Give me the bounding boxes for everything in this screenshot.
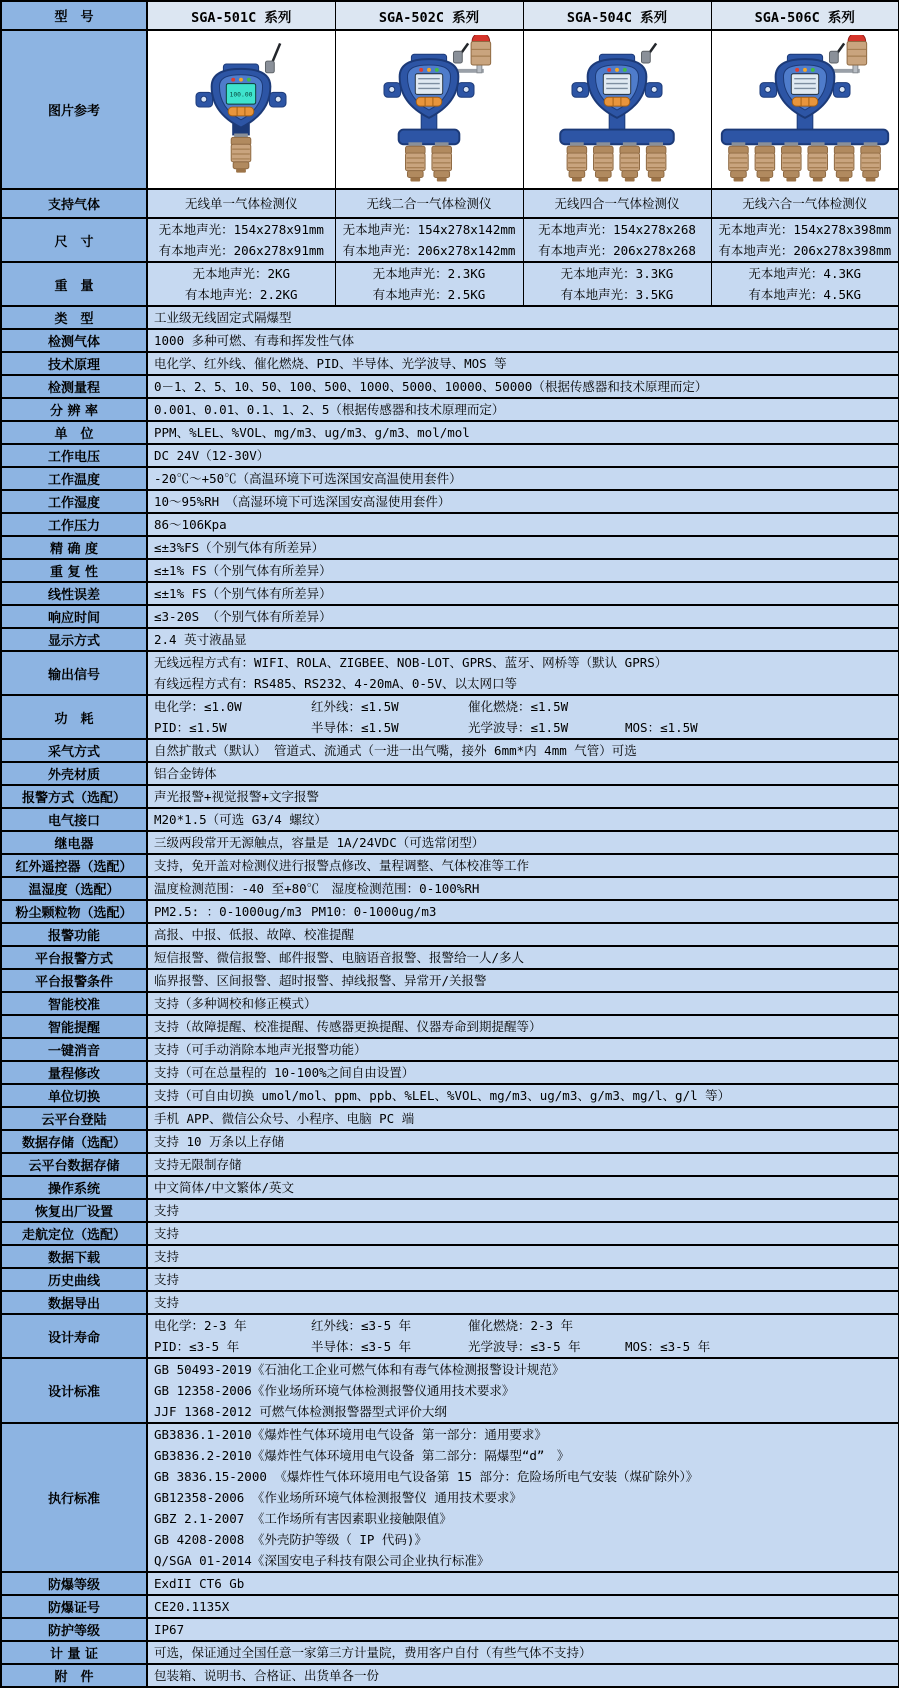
spec-value xyxy=(147,375,899,398)
spec-value xyxy=(147,651,899,695)
spec-row xyxy=(1,831,899,854)
spec-value-line: 支持（多种调校和修正模式） xyxy=(154,996,317,1011)
product-cell-line: 有本地声光：206x278x268 xyxy=(538,243,696,258)
spec-value-line: 短信报警、微信报警、邮件报警、电脑语音报警、报警给一人/多人 xyxy=(154,950,525,965)
model-header-cell-1: SGA-501C 系列 xyxy=(147,1,335,30)
spec-value-line: CE20.1135X xyxy=(154,1599,230,1614)
spec-row xyxy=(1,877,899,900)
spec-value-line: 手机 APP、微信公众号、小程序、电脑 PC 端 xyxy=(154,1111,415,1126)
spec-value xyxy=(147,1423,899,1572)
spec-row xyxy=(1,1153,899,1176)
spec-value-line xyxy=(154,1315,892,1336)
spec-value-line: ≤±1% FS（个别气体有所差异） xyxy=(154,563,332,578)
spec-row xyxy=(1,923,899,946)
spec-label: 分 辨 率 xyxy=(1,398,147,421)
spec-value xyxy=(147,1084,899,1107)
product-cell xyxy=(711,189,899,218)
spec-value-line: 有线远程方式有：RS485、RS232、4-20mA、0-5V、以太网口等 xyxy=(154,676,518,691)
spec-value-line: GB 50493-2019《石油化工企业可燃气体和有毒气体检测报警设计规范》 xyxy=(154,1362,565,1377)
spec-value-line: ExdII CT6 Gb xyxy=(154,1576,245,1591)
spec-row xyxy=(1,900,899,923)
spec-row xyxy=(1,329,899,352)
spec-row xyxy=(1,969,899,992)
spec-value-line: 铝合金铸体 xyxy=(154,766,217,781)
spec-value-line xyxy=(154,717,892,738)
spec-value-segment: PM10：0-1000ug/m3 xyxy=(311,904,437,919)
spec-value xyxy=(147,1618,899,1641)
product-cell xyxy=(335,262,523,306)
spec-value xyxy=(147,490,899,513)
spec-label: 显示方式 xyxy=(1,628,147,651)
model-header-cell-2: SGA-502C 系列 xyxy=(335,1,523,30)
spec-value-line: 温度检测范围：-40 至+80℃ 湿度检测范围：0-100%RH xyxy=(154,881,480,896)
spec-value xyxy=(147,808,899,831)
product-row xyxy=(1,218,899,262)
spec-label: 输出信号 xyxy=(1,651,147,695)
spec-label: 报警功能 xyxy=(1,923,147,946)
product-cell-line: 无线六合一气体检测仪 xyxy=(742,195,868,211)
spec-label: 操作系统 xyxy=(1,1176,147,1199)
spec-value-line: 0.001、0.01、0.1、1、2、5（根据传感器和技术原理而定） xyxy=(154,402,505,417)
spec-value-segment: 光学波导：≤3-5 年 xyxy=(468,1339,581,1354)
spec-label: 智能校准 xyxy=(1,992,147,1015)
spec-label: 报警方式（选配） xyxy=(1,785,147,808)
spec-value-segment: 半导体：≤3-5 年 xyxy=(311,1339,412,1354)
spec-value xyxy=(147,1291,899,1314)
spec-label: 响应时间 xyxy=(1,605,147,628)
spec-value-segment: PID：≤1.5W xyxy=(154,720,227,735)
spec-row xyxy=(1,1107,899,1130)
spec-label: 数据下载 xyxy=(1,1245,147,1268)
header-row xyxy=(1,1,899,30)
spec-value xyxy=(147,1641,899,1664)
spec-value-segment: 催化燃烧：≤1.5W xyxy=(468,699,569,714)
spec-value-line: 无线远程方式有：WIFI、ROLA、ZIGBEE、NOB-LOT、GPRS、蓝牙、网桥等（默认 GPRS） xyxy=(154,655,668,670)
spec-row xyxy=(1,513,899,536)
spec-label: 温湿度（选配） xyxy=(1,877,147,900)
spec-value-line: GB 12358-2006《作业场所环境气体检测报警仪通用技术要求》 xyxy=(154,1383,515,1398)
spec-row xyxy=(1,352,899,375)
spec-row xyxy=(1,1038,899,1061)
spec-row xyxy=(1,946,899,969)
spec-label: 云平台数据存储 xyxy=(1,1153,147,1176)
detector-image-sga-501c xyxy=(149,35,333,185)
spec-value xyxy=(147,1015,899,1038)
product-cell-line: 无本地声光：154x278x398mm xyxy=(718,222,892,237)
spec-row xyxy=(1,1222,899,1245)
spec-value xyxy=(147,762,899,785)
spec-value-segment: 光学波导：≤1.5W xyxy=(468,720,569,735)
product-image-cell-sga-504c xyxy=(523,30,711,189)
spec-value-line: 中文简体/中文繁体/英文 xyxy=(154,1180,295,1195)
svg-text:100.00: 100.00 xyxy=(229,90,253,98)
spec-value xyxy=(147,1199,899,1222)
product-cell xyxy=(147,189,335,218)
spec-label: 工作电压 xyxy=(1,444,147,467)
image-row xyxy=(1,30,899,189)
spec-row xyxy=(1,1423,899,1572)
product-cell xyxy=(711,218,899,262)
spec-value-line: 临界报警、区间报警、超时报警、掉线报警、异常开/关报警 xyxy=(154,973,487,988)
spec-label: 数据导出 xyxy=(1,1291,147,1314)
product-row-label: 尺 寸 xyxy=(1,218,147,262)
spec-row xyxy=(1,1245,899,1268)
product-cell-line: 无本地声光：154x278x268 xyxy=(538,222,696,237)
spec-label: 电气接口 xyxy=(1,808,147,831)
spec-value xyxy=(147,1268,899,1291)
spec-value-line: 支持（故障提醒、校准提醒、传感器更换提醒、仪器寿命到期提醒等） xyxy=(154,1019,542,1034)
spec-value xyxy=(147,785,899,808)
spec-value-segment: 电化学：2-3 年 xyxy=(154,1318,247,1333)
product-row xyxy=(1,189,899,218)
spec-value-line: 可选，保证通过全国任意一家第三方计量院，费用客户自付（有些气体不支持） xyxy=(154,1645,592,1660)
spec-value xyxy=(147,421,899,444)
spec-value-line: 10～95%RH （高湿环境下可选深国安高湿使用套件） xyxy=(154,494,451,509)
product-image-cell-sga-501c xyxy=(147,30,335,189)
spec-value xyxy=(147,1153,899,1176)
product-image-cell-sga-502c xyxy=(335,30,523,189)
spec-label: 云平台登陆 xyxy=(1,1107,147,1130)
spec-value xyxy=(147,1358,899,1423)
spec-label: 历史曲线 xyxy=(1,1268,147,1291)
model-header-cell-4: SGA-506C 系列 xyxy=(711,1,899,30)
spec-label: 线性误差 xyxy=(1,582,147,605)
spec-label: 工作湿度 xyxy=(1,490,147,513)
spec-value-line: 支持无限制存储 xyxy=(154,1157,242,1172)
spec-value-line: 三级两段常开无源触点，容量是 1A/24VDC（可选常闭型） xyxy=(154,835,485,850)
detector-image-sga-502c xyxy=(337,35,521,185)
spec-value xyxy=(147,1130,899,1153)
spec-value xyxy=(147,739,899,762)
spec-row xyxy=(1,306,899,329)
spec-value xyxy=(147,628,899,651)
spec-value xyxy=(147,1245,899,1268)
spec-label: 设计标准 xyxy=(1,1358,147,1423)
spec-label: 检测气体 xyxy=(1,329,147,352)
spec-label: 防爆证号 xyxy=(1,1595,147,1618)
spec-row xyxy=(1,490,899,513)
spec-value-line: 支持（可自由切换 umol/mol、ppm、ppb、%LEL、%VOL、mg/m3、ug/m3、g/m3、mg/l、g/l 等） xyxy=(154,1088,731,1103)
spec-value xyxy=(147,513,899,536)
spec-value-line: 0－1、2、5、10、50、100、500、1000、5000、10000、50000（根据传感器和技术原理而定） xyxy=(154,379,708,394)
product-cell-line: 有本地声光：206x278x142mm xyxy=(342,243,516,258)
spec-label: 量程修改 xyxy=(1,1061,147,1084)
spec-label: 单位切换 xyxy=(1,1084,147,1107)
spec-value xyxy=(147,831,899,854)
spec-label: 类 型 xyxy=(1,306,147,329)
spec-label: 工作压力 xyxy=(1,513,147,536)
spec-row xyxy=(1,762,899,785)
product-cell-line: 有本地声光：2.2KG xyxy=(184,287,298,302)
spec-row xyxy=(1,1084,899,1107)
spec-value xyxy=(147,582,899,605)
product-cell-line: 无本地声光：3.3KG xyxy=(560,266,674,281)
spec-row xyxy=(1,739,899,762)
spec-value-segment: 红外线：≤3-5 年 xyxy=(311,1318,412,1333)
spec-label: 走航定位（选配） xyxy=(1,1222,147,1245)
spec-row xyxy=(1,444,899,467)
spec-label: 设计寿命 xyxy=(1,1314,147,1358)
spec-value-line: 1000 多种可燃、有毒和挥发性气体 xyxy=(154,333,355,348)
spec-value-line: 声光报警+视觉报警+文字报警 xyxy=(154,789,320,804)
spec-value xyxy=(147,352,899,375)
spec-label: 精 确 度 xyxy=(1,536,147,559)
spec-label: 附 件 xyxy=(1,1664,147,1687)
spec-row xyxy=(1,1291,899,1314)
spec-value-line: 包装箱、说明书、合格证、出货单各一份 xyxy=(154,1668,380,1683)
spec-label: 数据存储（选配） xyxy=(1,1130,147,1153)
spec-value xyxy=(147,1314,899,1358)
spec-value-line: 支持 xyxy=(154,1226,180,1241)
spec-value-line: 支持 xyxy=(154,1249,180,1264)
spec-row xyxy=(1,421,899,444)
spec-value-segment: PID：≤3-5 年 xyxy=(154,1339,240,1354)
spec-value-line: 支持（可手动消除本地声光报警功能） xyxy=(154,1042,367,1057)
spec-row xyxy=(1,651,899,695)
product-cell-line: 无本地声光：154x278x91mm xyxy=(158,222,324,237)
spec-row xyxy=(1,1641,899,1664)
spec-value-segment: 红外线：≤1.5W xyxy=(311,699,399,714)
spec-row xyxy=(1,605,899,628)
spec-value-line: 支持，免开盖对检测仪进行报警点修改、量程调整、气体校准等工作 xyxy=(154,858,530,873)
product-cell xyxy=(523,262,711,306)
spec-value xyxy=(147,923,899,946)
spec-label: 平台报警条件 xyxy=(1,969,147,992)
spec-value-line: GB12358-2006 《作业场所环境气体检测报警仪 通用技术要求》 xyxy=(154,1490,522,1505)
product-cell xyxy=(147,218,335,262)
product-cell-line: 无线四合一气体检测仪 xyxy=(554,195,680,211)
spec-label: 恢复出厂设置 xyxy=(1,1199,147,1222)
spec-label: 功 耗 xyxy=(1,695,147,739)
spec-row xyxy=(1,1199,899,1222)
product-cell xyxy=(523,218,711,262)
spec-row xyxy=(1,1015,899,1038)
spec-row xyxy=(1,785,899,808)
product-row-label: 重 量 xyxy=(1,262,147,306)
spec-value xyxy=(147,444,899,467)
spec-row xyxy=(1,808,899,831)
product-cell-line: 有本地声光：2.5KG xyxy=(372,287,486,302)
spec-label: 检测量程 xyxy=(1,375,147,398)
spec-row xyxy=(1,1358,899,1423)
spec-value xyxy=(147,329,899,352)
spec-value xyxy=(147,536,899,559)
spec-row xyxy=(1,695,899,739)
spec-row xyxy=(1,1130,899,1153)
spec-row xyxy=(1,467,899,490)
spec-value-line: IP67 xyxy=(154,1622,185,1637)
spec-label: 红外遥控器（选配） xyxy=(1,854,147,877)
model-row-label: 型 号 xyxy=(1,1,147,30)
spec-value-line xyxy=(154,1336,892,1357)
spec-value-line: JJF 1368-2012 可燃气体检测报警器型式评价大纲 xyxy=(154,1404,447,1419)
spec-row xyxy=(1,375,899,398)
spec-row xyxy=(1,1572,899,1595)
spec-value-segment: 电化学：≤1.0W xyxy=(154,699,242,714)
product-cell xyxy=(335,189,523,218)
product-cell-line: 无本地声光：2KG xyxy=(192,266,291,281)
product-cell-line: 无线二合一气体检测仪 xyxy=(366,195,492,211)
spec-label: 执行标准 xyxy=(1,1423,147,1572)
detector-image-sga-504c xyxy=(525,35,709,185)
spec-label: 单 位 xyxy=(1,421,147,444)
spec-value-segment: MOS：≤1.5W xyxy=(625,720,698,735)
spec-value xyxy=(147,306,899,329)
spec-value-line: 支持 xyxy=(154,1295,180,1310)
spec-label: 平台报警方式 xyxy=(1,946,147,969)
spec-value xyxy=(147,467,899,490)
spec-value-line: GBZ 2.1-2007 《工作场所有害因素职业接触限值》 xyxy=(154,1511,452,1526)
product-row xyxy=(1,262,899,306)
spec-row xyxy=(1,1314,899,1358)
spec-value-line: 支持（可在总量程的 10-100%之间自由设置） xyxy=(154,1065,415,1080)
spec-row xyxy=(1,1061,899,1084)
product-cell-line: 无本地声光：154x278x142mm xyxy=(342,222,516,237)
spec-value-line: 自然扩散式（默认） 管道式、流通式（一进一出气嘴，接外 6mm*内 4mm 气管）可选 xyxy=(154,743,637,758)
spec-label: 粉尘颗粒物（选配） xyxy=(1,900,147,923)
spec-value xyxy=(147,1595,899,1618)
spec-value-line: 86～106Kpa xyxy=(154,517,227,532)
product-cell-line: 有本地声光：4.5KG xyxy=(748,287,862,302)
spec-value-line: -20℃～+50℃（高温环境下可选深国安高温使用套件） xyxy=(154,471,462,486)
spec-label: 防护等级 xyxy=(1,1618,147,1641)
spec-value xyxy=(147,398,899,421)
spec-label: 一键消音 xyxy=(1,1038,147,1061)
spec-row xyxy=(1,1664,899,1687)
spec-value-line: ≤±1% FS（个别气体有所差异） xyxy=(154,586,332,601)
spec-value-line: 支持 xyxy=(154,1272,180,1287)
spec-value-line: GB3836.1-2010《爆炸性气体环境用电气设备 第一部分：通用要求》 xyxy=(154,1427,547,1442)
spec-value xyxy=(147,1572,899,1595)
product-cell-line: 无线单一气体检测仪 xyxy=(184,195,298,211)
spec-label: 工作温度 xyxy=(1,467,147,490)
spec-value-segment: PM2.5: ：0-1000ug/m3 xyxy=(154,904,302,919)
spec-label: 采气方式 xyxy=(1,739,147,762)
spec-value xyxy=(147,1664,899,1687)
product-image-cell-sga-506c xyxy=(711,30,899,189)
product-cell-line: 有本地声光：3.5KG xyxy=(560,287,674,302)
spec-row xyxy=(1,628,899,651)
product-cell xyxy=(523,189,711,218)
spec-value xyxy=(147,946,899,969)
model-header-cell-3: SGA-504C 系列 xyxy=(523,1,711,30)
spec-value-line: GB 4208-2008 《外壳防护等级（ IP 代码)》 xyxy=(154,1532,427,1547)
spec-value xyxy=(147,969,899,992)
spec-value xyxy=(147,1222,899,1245)
spec-value-line: ≤3-20S （个别气体有所差异） xyxy=(154,609,332,624)
product-cell xyxy=(335,218,523,262)
spec-row xyxy=(1,1176,899,1199)
spec-row xyxy=(1,398,899,421)
spec-value xyxy=(147,1107,899,1130)
spec-value-line xyxy=(154,696,892,717)
spec-value xyxy=(147,1176,899,1199)
spec-label: 继电器 xyxy=(1,831,147,854)
spec-value-segment: MOS：≤3-5 年 xyxy=(625,1339,711,1354)
spec-value xyxy=(147,854,899,877)
spec-value-line: 工业级无线固定式隔爆型 xyxy=(154,310,292,325)
spec-row xyxy=(1,1268,899,1291)
spec-row xyxy=(1,854,899,877)
product-cell-line: 无本地声光：4.3KG xyxy=(748,266,862,281)
product-cell xyxy=(711,262,899,306)
spec-label: 外壳材质 xyxy=(1,762,147,785)
spec-value-line: M20*1.5（可选 G3/4 螺纹） xyxy=(154,812,327,827)
product-cell-line: 无本地声光：2.3KG xyxy=(372,266,486,281)
spec-label: 智能提醒 xyxy=(1,1015,147,1038)
spec-value-line: 支持 xyxy=(154,1203,180,1218)
spec-value-line: PPM、%LEL、%VOL、mg/m3、ug/m3、g/m3、mol/mol xyxy=(154,425,470,440)
spec-row xyxy=(1,582,899,605)
product-cell-line: 有本地声光：206x278x91mm xyxy=(158,243,324,258)
spec-value-line: 2.4 英寸液晶显 xyxy=(154,632,247,647)
spec-value xyxy=(147,695,899,739)
spec-value xyxy=(147,1061,899,1084)
detector-image-sga-506c xyxy=(713,35,897,185)
spec-value-line: Q/SGA 01-2014《深国安电子科技有限公司企业执行标准》 xyxy=(154,1553,490,1568)
spec-value-line: 支持 10 万条以上存储 xyxy=(154,1134,285,1149)
spec-row xyxy=(1,1595,899,1618)
spec-label: 重 复 性 xyxy=(1,559,147,582)
spec-value-line xyxy=(154,901,892,922)
product-cell-line: 有本地声光：206x278x398mm xyxy=(718,243,892,258)
spec-value-line: GB 3836.15-2000 《爆炸性气体环境用电气设备第 15 部分：危险场所电气安装（煤矿除外）》 xyxy=(154,1469,699,1484)
spec-row xyxy=(1,559,899,582)
spec-value-line: DC 24V（12-30V） xyxy=(154,448,270,463)
product-row-label: 支持气体 xyxy=(1,189,147,218)
spec-value-line: GB3836.2-2010《爆炸性气体环境用电气设备 第二部分：隔爆型“d” 》 xyxy=(154,1448,570,1463)
spec-value-line: ≤±3%FS（个别气体有所差异） xyxy=(154,540,325,555)
spec-value xyxy=(147,877,899,900)
spec-label: 计 量 证 xyxy=(1,1641,147,1664)
spec-value xyxy=(147,1038,899,1061)
spec-label: 防爆等级 xyxy=(1,1572,147,1595)
spec-value xyxy=(147,900,899,923)
spec-value-segment: 半导体：≤1.5W xyxy=(311,720,399,735)
spec-row xyxy=(1,992,899,1015)
spec-row xyxy=(1,536,899,559)
image-row-label: 图片参考 xyxy=(1,30,147,189)
spec-value-line: 电化学、红外线、催化燃烧、PID、半导体、光学波导、MOS 等 xyxy=(154,356,507,371)
spec-value xyxy=(147,992,899,1015)
spec-label: 技术原理 xyxy=(1,352,147,375)
spec-value-segment: 催化燃烧：2-3 年 xyxy=(468,1318,574,1333)
spec-value xyxy=(147,605,899,628)
product-cell xyxy=(147,262,335,306)
spec-row xyxy=(1,1618,899,1641)
spec-value-line: 高报、中报、低报、故障、校准提醒 xyxy=(154,927,355,942)
spec-value xyxy=(147,559,899,582)
